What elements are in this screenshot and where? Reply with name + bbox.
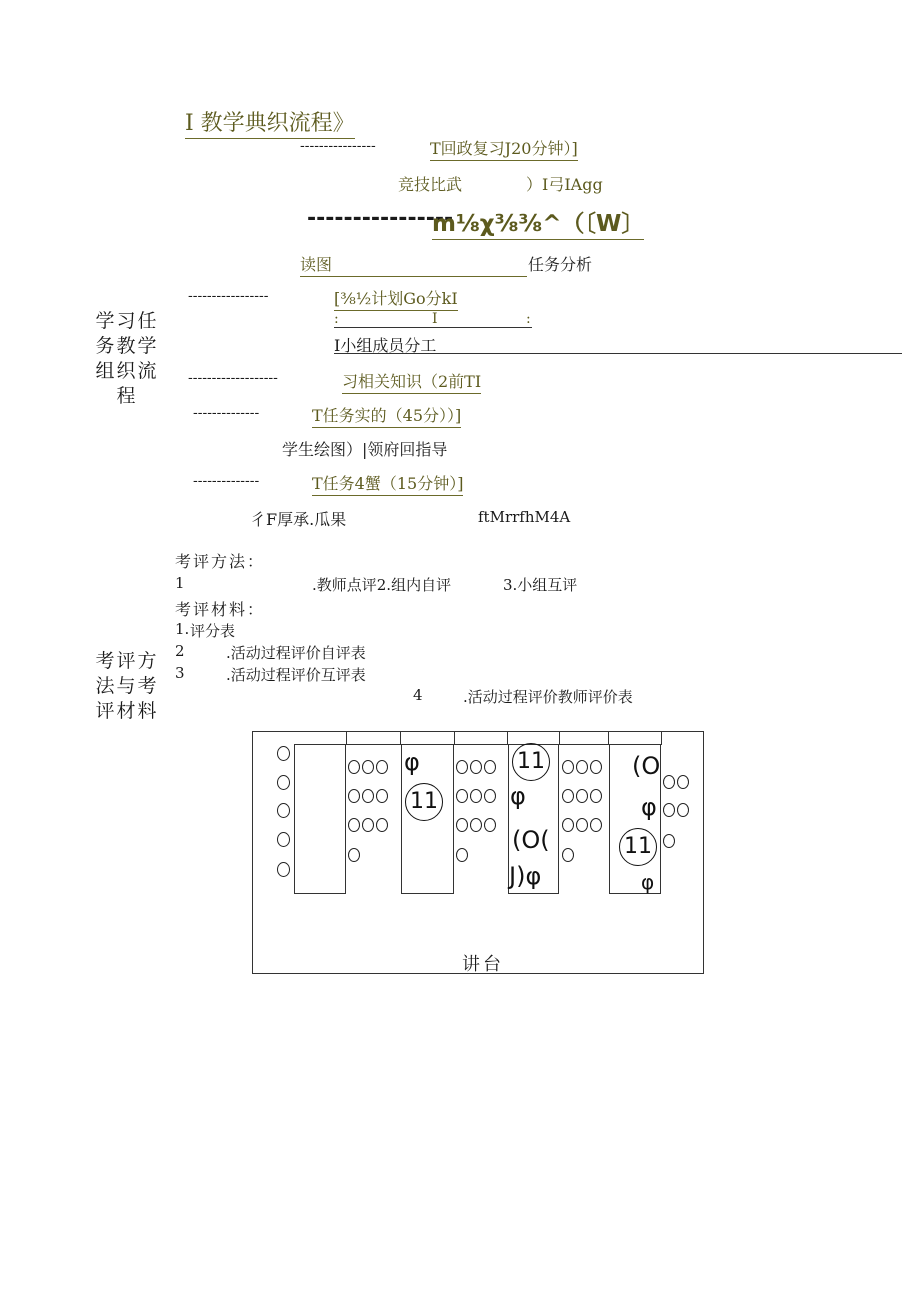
desk-column-1 (294, 744, 346, 894)
implement-step: T任务实的（45分））] (312, 403, 461, 428)
plan-sub-underline (334, 327, 532, 328)
seat (590, 760, 602, 774)
review-dashes: ---------------- (300, 138, 376, 154)
seat (348, 848, 360, 862)
garbled-dashes: ---------------- (307, 206, 454, 231)
seat (348, 818, 360, 832)
task4-step: T任务4蟹（15分钟）] (312, 471, 463, 496)
seat (562, 789, 574, 803)
paren-o-mark: (O( (512, 826, 550, 854)
material-3-num: 3 (175, 664, 185, 682)
seat (456, 818, 468, 832)
material-3-text: .活动过程评价互评表 (226, 666, 366, 684)
podium-label: 讲台 (462, 954, 504, 975)
phi-mark: φ (641, 870, 655, 894)
contest-right: ）I弓IAgg (526, 175, 603, 194)
seat (277, 832, 290, 847)
read-map-label: 读图 (300, 252, 527, 277)
eleven-mark: 11 (405, 783, 443, 821)
desk-column-6 (559, 731, 609, 745)
seat (470, 789, 482, 803)
plan-sub-a: : (334, 311, 339, 327)
material-2-num: 2 (175, 642, 185, 660)
material-2-text: .活动过程评价自评表 (226, 644, 366, 662)
knowledge-dashes: ------------------- (188, 370, 278, 386)
eleven-mark: 11 (619, 828, 657, 866)
material-heading: 考评材料： (175, 600, 266, 619)
group-underline (334, 353, 902, 354)
seat (677, 775, 689, 789)
seat (677, 803, 689, 817)
task4-dashes: -------------- (193, 473, 260, 489)
review-step: T回政复习J20分钟）] (430, 136, 578, 161)
group-step: I小组成员分工 (334, 336, 437, 355)
seat (562, 760, 574, 774)
seat (456, 848, 468, 862)
seat (470, 760, 482, 774)
seat (663, 803, 675, 817)
task-analysis-label: 任务分析 (528, 255, 593, 274)
eleven-mark: 11 (512, 743, 550, 781)
desk-column-2 (346, 731, 401, 745)
side-label-flow: 学习任务教学组织流程 (95, 310, 159, 407)
seat (576, 760, 588, 774)
material-4-num: 4 (413, 686, 423, 704)
garbled-step: m⅛χ⅜⅜^（〔W〕 (432, 205, 644, 240)
seat (562, 848, 574, 862)
seat (590, 789, 602, 803)
seat (277, 862, 290, 877)
seat (576, 789, 588, 803)
seat (663, 834, 675, 848)
seat (484, 789, 496, 803)
seat (376, 818, 388, 832)
seat (376, 789, 388, 803)
phi-mark: φ (510, 782, 526, 810)
contest-label: 竞技比武 (398, 175, 463, 194)
seat (484, 818, 496, 832)
phi-mark: φ (404, 748, 420, 776)
material-1-text: 评分表 (190, 622, 236, 640)
methods-text: .教师点评2.组内自评 (312, 576, 452, 594)
seat (470, 818, 482, 832)
phi-mark: φ (641, 793, 657, 821)
plan-sub-b: I (432, 311, 438, 327)
seat (590, 818, 602, 832)
drawing-step: 学生绘图）|领府回指导 (282, 440, 448, 459)
material-4-text: .活动过程评价教师评价表 (463, 688, 633, 706)
paren-o-mark: (O (632, 752, 661, 780)
desk-column-8 (661, 731, 662, 745)
plan-dashes: ----------------- (188, 288, 269, 304)
seat (348, 760, 360, 774)
plan-sub-c: : (526, 311, 531, 327)
method3-text: 3.小组互评 (503, 576, 578, 594)
side-label-assess: 考评方法与考评材料 (95, 650, 159, 722)
seat (484, 760, 496, 774)
desk-column-4 (454, 731, 508, 745)
seat (362, 760, 374, 774)
material-1-num: 1. (175, 620, 190, 638)
method-num: 1 (175, 574, 185, 592)
seat (348, 789, 360, 803)
j-phi-mark: J)φ (509, 862, 542, 890)
knowledge-step: 习相关知识（2前TI (342, 369, 481, 394)
seat (362, 789, 374, 803)
seat (277, 746, 290, 761)
seat (277, 775, 290, 790)
result-right: ftMrrfhM4A (478, 508, 571, 526)
implement-dashes: -------------- (193, 405, 260, 421)
seat (456, 760, 468, 774)
seat (376, 760, 388, 774)
plan-step: [⅜½计划Go分kI (334, 286, 458, 311)
seat (576, 818, 588, 832)
seat (562, 818, 574, 832)
seat (277, 803, 290, 818)
seat (663, 775, 675, 789)
seat (362, 818, 374, 832)
result-left: 彳F厚承.瓜果 (250, 510, 347, 529)
seat (456, 789, 468, 803)
page-title: I 教学典织流程》 (185, 106, 355, 139)
method-heading: 考评方法： (175, 552, 266, 571)
